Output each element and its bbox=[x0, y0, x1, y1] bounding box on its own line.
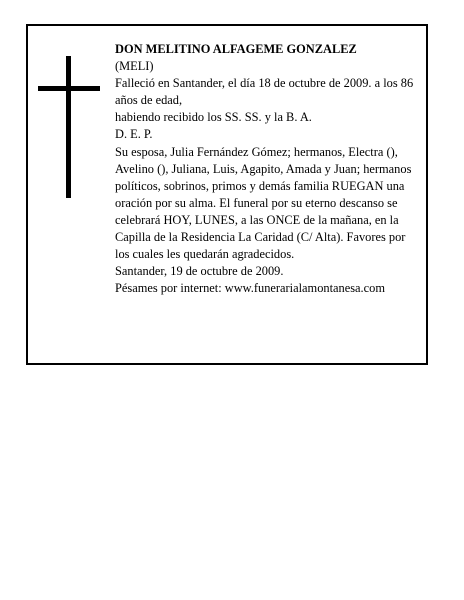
place-date: Santander, 19 de octubre de 2009. bbox=[115, 264, 284, 279]
condolences-website: Pésames por internet: www.funerarialamontanesa.com bbox=[115, 281, 385, 296]
cross-icon bbox=[38, 56, 100, 198]
sacraments-line: habiendo recibido los SS. SS. y la B. A. bbox=[115, 110, 312, 125]
obituary-text bbox=[115, 41, 420, 297]
family-message: Su esposa, Julia Fernández Gómez; hermanos, Electra (), Avelino (), Juliana, Luis, Agapito, Amada y Juan; hermanos políticos, sobrinos, primos y demás familia RUEGAN una oración por su alma. El funeral por su eterno descanso se celebrará HOY, LUNES, a las ONCE de la mañana, en la Capilla de la Residencia La Caridad (C/ Alta). Favores por los cuales les quedarán agradecidos. bbox=[115, 144, 412, 262]
death-announcement: Falleció en Santander, el día 18 de octubre de 2009. a los 86 años de edad, bbox=[115, 76, 414, 108]
deceased-nickname: (MELI) bbox=[115, 59, 154, 74]
obituary-notice bbox=[26, 24, 428, 365]
deceased-name: DON MELITINO ALFAGEME GONZALEZ bbox=[115, 42, 357, 56]
cross-horizontal-bar bbox=[38, 86, 100, 91]
rest-in-peace: D. E. P. bbox=[115, 127, 153, 142]
cross-vertical-bar bbox=[66, 56, 71, 198]
